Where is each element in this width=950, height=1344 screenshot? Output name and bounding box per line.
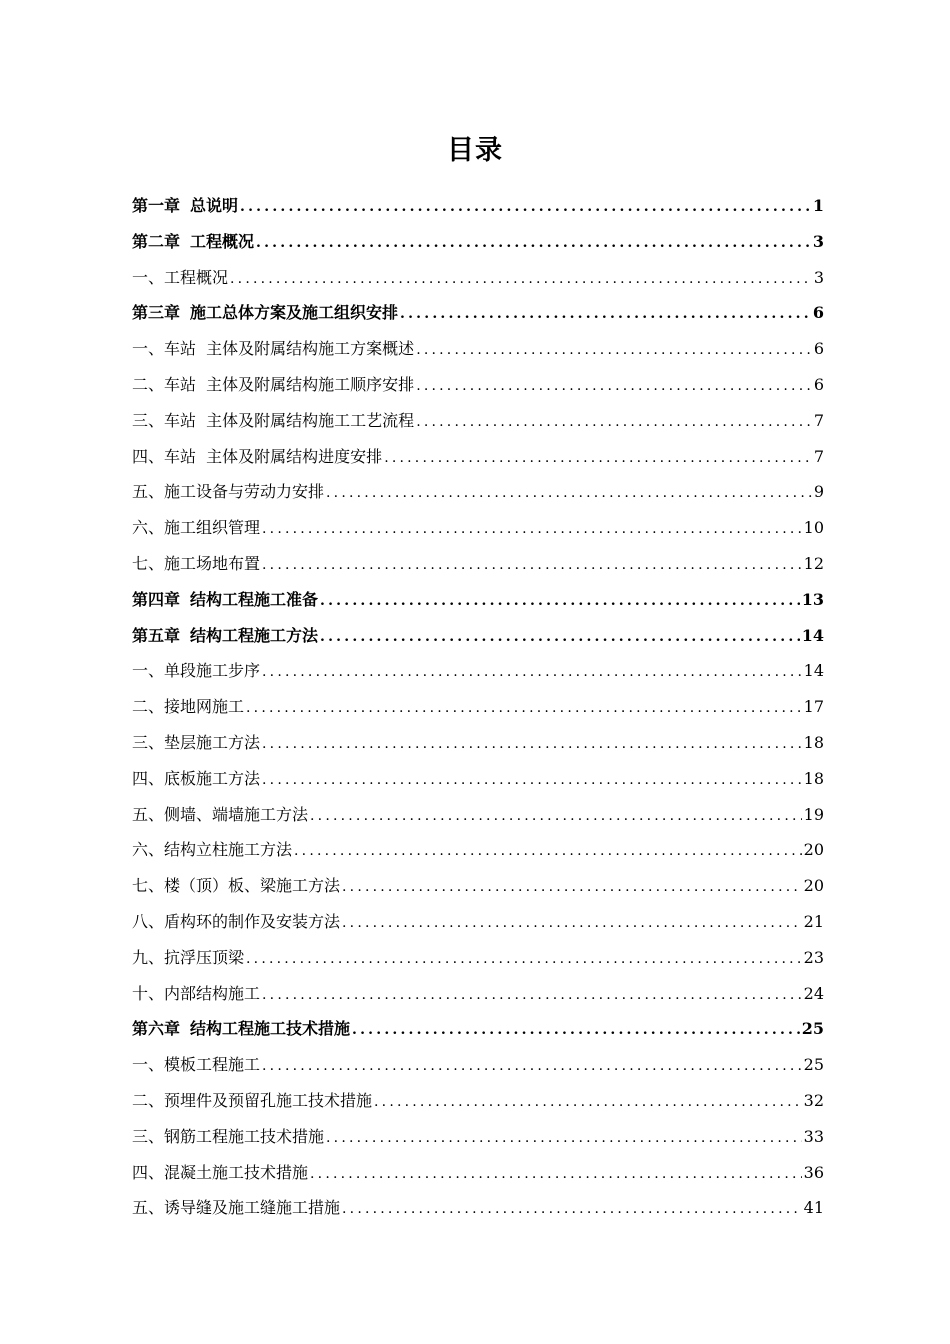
toc-entry-label: 一、工程概况 — [132, 267, 229, 287]
toc-page-number: 6 — [813, 374, 824, 394]
toc-entry-text — [132, 474, 324, 510]
toc-page-number: 14 — [801, 625, 824, 645]
toc-page-number: 41 — [803, 1198, 824, 1218]
toc-entry-text — [132, 403, 414, 439]
toc-dot-leader — [384, 441, 812, 475]
toc-page-number: 9 — [813, 482, 824, 502]
toc-entry-text — [132, 510, 260, 546]
toc-dot-leader — [416, 369, 812, 403]
toc-entry-label: 五、施工设备与劳动力安排 — [132, 482, 325, 502]
toc-entry-text — [132, 904, 340, 940]
toc-entry-label: 一、单段施工步序 — [132, 661, 261, 681]
toc-entry-text — [132, 582, 318, 618]
toc-entry-text — [132, 295, 398, 331]
toc-entry-text — [132, 1083, 372, 1119]
toc-entry-label: 三、车站 主体及附属结构施工工艺流程 — [132, 410, 415, 430]
toc-entry-label: 四、底板施工方法 — [132, 768, 261, 788]
toc-section-entry[interactable] — [132, 367, 824, 403]
toc-entry-label: 四、混凝土施工技术措施 — [132, 1162, 309, 1182]
toc-section-entry[interactable] — [132, 832, 824, 868]
toc-page-number: 19 — [803, 804, 824, 824]
toc-page-number: 23 — [803, 947, 824, 967]
toc-section-entry[interactable] — [132, 689, 824, 725]
toc-page-number: 32 — [803, 1090, 824, 1110]
toc-page-number: 7 — [813, 410, 824, 430]
toc-section-entry[interactable] — [132, 940, 824, 976]
toc-chapter-number: 第六章 — [132, 1019, 181, 1039]
toc-entry-label: 施工总体方案及施工组织安排 — [190, 303, 399, 323]
toc-entry-text — [132, 1155, 308, 1191]
toc-dot-leader — [262, 512, 802, 546]
toc-dot-leader — [320, 584, 800, 618]
toc-section-entry[interactable] — [132, 653, 824, 689]
toc-section-entry[interactable] — [132, 474, 824, 510]
toc-section-entry[interactable] — [132, 1047, 824, 1083]
toc-dot-leader — [294, 834, 802, 868]
toc-entry-text — [132, 868, 340, 904]
toc-entry-label: 工程概况 — [190, 231, 255, 251]
toc-chapter-entry[interactable] — [132, 224, 824, 260]
toc-section-entry[interactable] — [132, 439, 824, 475]
toc-entry-text — [132, 1047, 260, 1083]
toc-dot-leader — [326, 1121, 802, 1155]
toc-dot-leader — [256, 226, 811, 260]
toc-page-number: 25 — [801, 1019, 824, 1039]
toc-section-entry[interactable] — [132, 510, 824, 546]
toc-dot-leader — [352, 1013, 800, 1047]
toc-entry-text — [132, 439, 382, 475]
toc-page-number: 17 — [803, 697, 824, 717]
toc-chapter-number: 第一章 — [132, 196, 181, 215]
toc-entry-text — [132, 797, 308, 833]
toc-entry-label: 二、车站 主体及附属结构施工顺序安排 — [132, 374, 415, 394]
toc-dot-leader — [262, 727, 802, 761]
toc-entry-text — [132, 653, 260, 689]
toc-chapter-number: 第四章 — [132, 589, 181, 609]
toc-page-number: 6 — [813, 339, 824, 359]
toc-page-number: 10 — [803, 518, 824, 538]
toc-entry-label: 三、垫层施工方法 — [132, 732, 261, 752]
toc-section-entry[interactable] — [132, 1155, 824, 1191]
toc-section-entry[interactable] — [132, 904, 824, 940]
toc-section-entry[interactable] — [132, 546, 824, 582]
toc-entry-label: 六、结构立柱施工方法 — [132, 840, 293, 860]
toc-entry-label: 总说明 — [190, 196, 239, 215]
toc-entry-label: 结构工程施工方法 — [190, 625, 319, 645]
toc-entry-text — [132, 761, 260, 797]
toc-dot-leader — [416, 405, 812, 439]
toc-entry-label: 五、侧墙、端墙施工方法 — [132, 804, 309, 824]
toc-dot-leader — [262, 655, 802, 689]
toc-page-number: 1 — [812, 196, 824, 215]
toc-dot-leader — [262, 978, 802, 1012]
toc-entry-text — [132, 940, 244, 976]
toc-chapter-entry[interactable] — [132, 582, 824, 618]
toc-list — [132, 188, 824, 1226]
toc-section-entry[interactable] — [132, 331, 824, 367]
toc-entry-text — [132, 725, 260, 761]
toc-entry-text — [132, 618, 318, 654]
toc-entry-text — [132, 689, 244, 725]
page-title: 目录 — [447, 135, 503, 166]
toc-dot-leader — [262, 1049, 802, 1083]
toc-entry-label: 六、施工组织管理 — [132, 518, 261, 538]
toc-entry-text — [132, 546, 260, 582]
toc-entry-label: 五、诱导缝及施工缝施工措施 — [132, 1198, 341, 1218]
toc-dot-leader — [310, 799, 802, 833]
toc-entry-text — [132, 224, 254, 260]
toc-page-number: 3 — [812, 231, 824, 251]
toc-entry-label: 二、接地网施工 — [132, 697, 245, 717]
toc-page-number: 6 — [812, 303, 824, 323]
toc-dot-leader — [240, 190, 811, 224]
toc-section-entry[interactable] — [132, 797, 824, 833]
toc-dot-leader — [310, 1157, 802, 1191]
toc-page-number: 13 — [801, 589, 824, 609]
toc-chapter-number: 第三章 — [132, 303, 181, 323]
toc-dot-leader — [342, 870, 802, 904]
toc-dot-leader — [262, 548, 802, 582]
toc-entry-label: 九、抗浮压顶梁 — [132, 947, 245, 967]
toc-entry-label: 二、预埋件及预留孔施工技术措施 — [132, 1090, 373, 1110]
toc-entry-label: 七、施工场地布置 — [132, 553, 261, 573]
toc-page-number: 20 — [803, 840, 824, 860]
toc-entry-text — [132, 1190, 340, 1226]
toc-dot-leader — [342, 906, 802, 940]
toc-dot-leader — [400, 297, 811, 331]
toc-entry-text — [132, 260, 228, 296]
toc-page-number: 3 — [813, 267, 824, 287]
toc-page-number: 36 — [803, 1162, 824, 1182]
toc-page-number: 25 — [803, 1055, 824, 1075]
toc-entry-text — [132, 976, 260, 1012]
toc-dot-leader — [342, 1192, 802, 1226]
toc-page-number: 33 — [803, 1126, 824, 1146]
toc-chapter-entry[interactable] — [132, 618, 824, 654]
toc-section-entry[interactable] — [132, 868, 824, 904]
toc-dot-leader — [230, 262, 812, 296]
toc-section-entry[interactable] — [132, 260, 824, 296]
toc-chapter-entry[interactable] — [132, 295, 824, 331]
toc-dot-leader — [262, 763, 802, 797]
toc-chapter-entry[interactable] — [132, 188, 824, 224]
toc-section-entry[interactable] — [132, 1119, 824, 1155]
toc-entry-label: 三、钢筋工程施工技术措施 — [132, 1126, 325, 1146]
toc-section-entry[interactable] — [132, 403, 824, 439]
toc-entry-text — [132, 1011, 350, 1047]
toc-page-number: 21 — [803, 911, 824, 931]
toc-section-entry[interactable] — [132, 976, 824, 1012]
toc-page-number: 7 — [813, 446, 824, 466]
toc-entry-text — [132, 367, 414, 403]
toc-entry-label: 一、模板工程施工 — [132, 1055, 261, 1075]
toc-entry-text — [132, 1119, 324, 1155]
toc-page-number: 18 — [803, 732, 824, 752]
toc-chapter-number: 第二章 — [132, 231, 181, 251]
toc-page-number: 12 — [803, 553, 824, 573]
toc-entry-text — [132, 331, 414, 367]
toc-entry-label: 十、内部结构施工 — [132, 983, 261, 1003]
toc-entry-label: 四、车站 主体及附属结构进度安排 — [132, 446, 383, 466]
toc-dot-leader — [326, 476, 812, 510]
toc-chapter-entry[interactable] — [132, 1011, 824, 1047]
toc-entry-label: 一、车站 主体及附属结构施工方案概述 — [132, 339, 415, 359]
toc-section-entry[interactable] — [132, 725, 824, 761]
toc-entry-label: 八、盾构环的制作及安装方法 — [132, 911, 341, 931]
toc-entry-label: 结构工程施工准备 — [190, 589, 319, 609]
toc-page-number: 14 — [803, 661, 824, 681]
toc-dot-leader — [246, 942, 802, 976]
toc-entry-label: 七、楼（顶）板、梁施工方法 — [132, 876, 341, 896]
toc-page-number: 18 — [803, 768, 824, 788]
toc-section-entry[interactable] — [132, 1083, 824, 1119]
toc-page-number: 24 — [803, 983, 824, 1003]
toc-entry-label: 结构工程施工技术措施 — [190, 1019, 351, 1039]
toc-entry-text — [132, 188, 238, 224]
toc-section-entry[interactable] — [132, 1190, 824, 1226]
toc-dot-leader — [246, 691, 802, 725]
toc-page-number: 20 — [803, 876, 824, 896]
toc-section-entry[interactable] — [132, 761, 824, 797]
toc-dot-leader — [374, 1085, 802, 1119]
toc-chapter-number: 第五章 — [132, 625, 181, 645]
toc-dot-leader — [416, 333, 812, 367]
toc-dot-leader — [320, 620, 800, 654]
toc-entry-text — [132, 832, 292, 868]
